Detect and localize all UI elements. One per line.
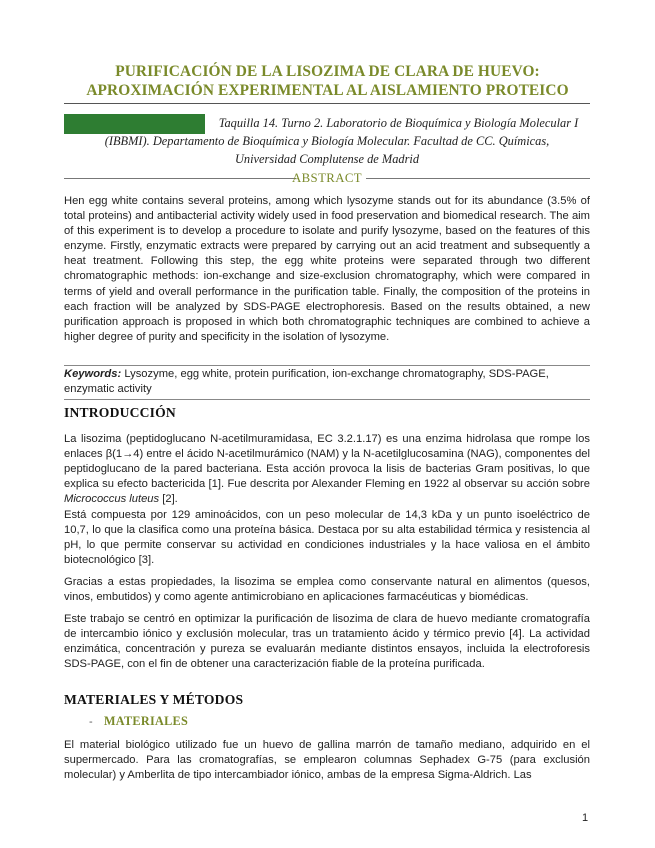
keywords [64,367,590,397]
abstract-rule-right [366,178,590,179]
intro-paragraph-2: Está compuesta por 129 aminoácidos, con un peso molecular de 14,3 kDa y un punto isoeléctrico de 10,7, lo que la clasifica como una proteína básica. Destaca por su alta estabilidad térmica y resistencia al pH, lo que permite conservar su actividad en condiciones industriales y la hace valiosa en el ámbito biotecnológico [3]. [64,509,590,567]
intro-paragraph-4: Este trabajo se centró en optimizar la purificación de lisozima de clara de huevo mediante cromatografía de intercambio iónico y exclusión molecular, tras un tratamiento ácido y térmico previo [4]. La actividad enzimática, concentración y pureza se evaluarán mediante distintos ensayos, incluida la electroforesis SDS-PAGE, con el fin de obtener una caracterización fiable de la proteína purificada. [64,613,590,671]
title-line-1: PURIFICACIÓN DE LA LISOZIMA DE CLARA DE HUEVO: [115,63,540,80]
species-name: Micrococcus luteus [64,493,160,506]
page-number: 1 [582,812,589,824]
paper-title [70,62,585,100]
materials-subheading: MATERIALES [104,714,189,728]
affiliation-line-2: (IBBMI). Departamento de Bioquímica y Biología Molecular. Facultad de CC. Químicas, [104,134,550,148]
methods-heading: MATERIALES Y MÉTODOS [64,692,244,707]
affiliation-line-1: Taquilla 14. Turno 2. Laboratorio de Bioquímica y Biología Molecular I [218,116,579,130]
intro-paragraph-3: Gracias a estas propiedades, la lisozima se emplea como conservante natural en alimentos (quesos, vinos, embutidos) y como agente antimicrobiano en aplicaciones farmacéuticas y biomédicas. [64,576,590,604]
intro-p1-citation: [2]. [159,493,178,506]
intro-paragraph-1 [64,432,590,507]
abstract-text: Hen egg white contains several proteins, among which lysozyme stands out for its abundance (3.5% of total proteins) and antibacterial activity widely used in food preservation and biomedical research. The aim of this experiment is to develop a procedure to isolate and purify lysozyme, based on the features of this enzyme. Firstly, enzymatic extracts were prepared by carrying out an acid treatment and subsequently a heat treatment. Following this step, the egg white proteins were separated through two different chromatographic methods: ion-exchange and size-exclusion chromatography, which were compared in terms of yield and overall performance in the purification table. Finally, the composition of the proteins in each fraction will be analyzed by SDS-PAGE electrophoresis. Based on the results obtained, a new purification approach is proposed in which both chromatographic techniques are combined to achieve a higher degree of purity and specificity in the isolation of lysozyme. [64,195,590,343]
title-divider [64,103,590,104]
affiliation [64,114,590,168]
keywords-rule-top [64,365,590,366]
title-line-2: APROXIMACIÓN EXPERIMENTAL AL AISLAMIENTO PROTEICO [86,82,569,99]
keywords-label: Keywords: [64,368,122,380]
affiliation-line-3: Universidad Complutense de Madrid [234,152,420,166]
keywords-list: Lysozyme, egg white, protein purification, ion-exchange chromatography, SDS-PAGE, enzymatic activity [64,368,549,396]
materials-paragraph: El material biológico utilizado fue un huevo de gallina marrón de tamaño mediano, adquirido en el supermercado. Para las cromatografías, se emplearon columnas Sephadex G-75 (para exclusión molecular) y Amberlita de tipo intercambiador iónico, ambas de la empresa Sigma-Aldrich. Las [64,739,590,782]
abstract-heading: ABSTRACT [291,171,363,185]
keywords-rule-bottom [64,399,590,400]
list-dash: - [89,716,93,728]
intro-heading: INTRODUCCIÓN [64,405,176,420]
intro-p1-text: La lisozima (peptidoglucano N-acetilmuramidasa, EC 3.2.1.17) es una enzima hidrolasa que rompe los enlaces β(1→4) entre el ácido N-acetilmurámico (NAM) y la N-acetilglucosamina (NAG), componentes del peptidoglucano de la pared bacteriana. Esta acción provoca la lisis de bacterias Gram positivas, lo que explica su efecto bactericida [1]. Fue descrita por Alexander Fleming en 1922 al observar su acción sobre [64,433,590,491]
